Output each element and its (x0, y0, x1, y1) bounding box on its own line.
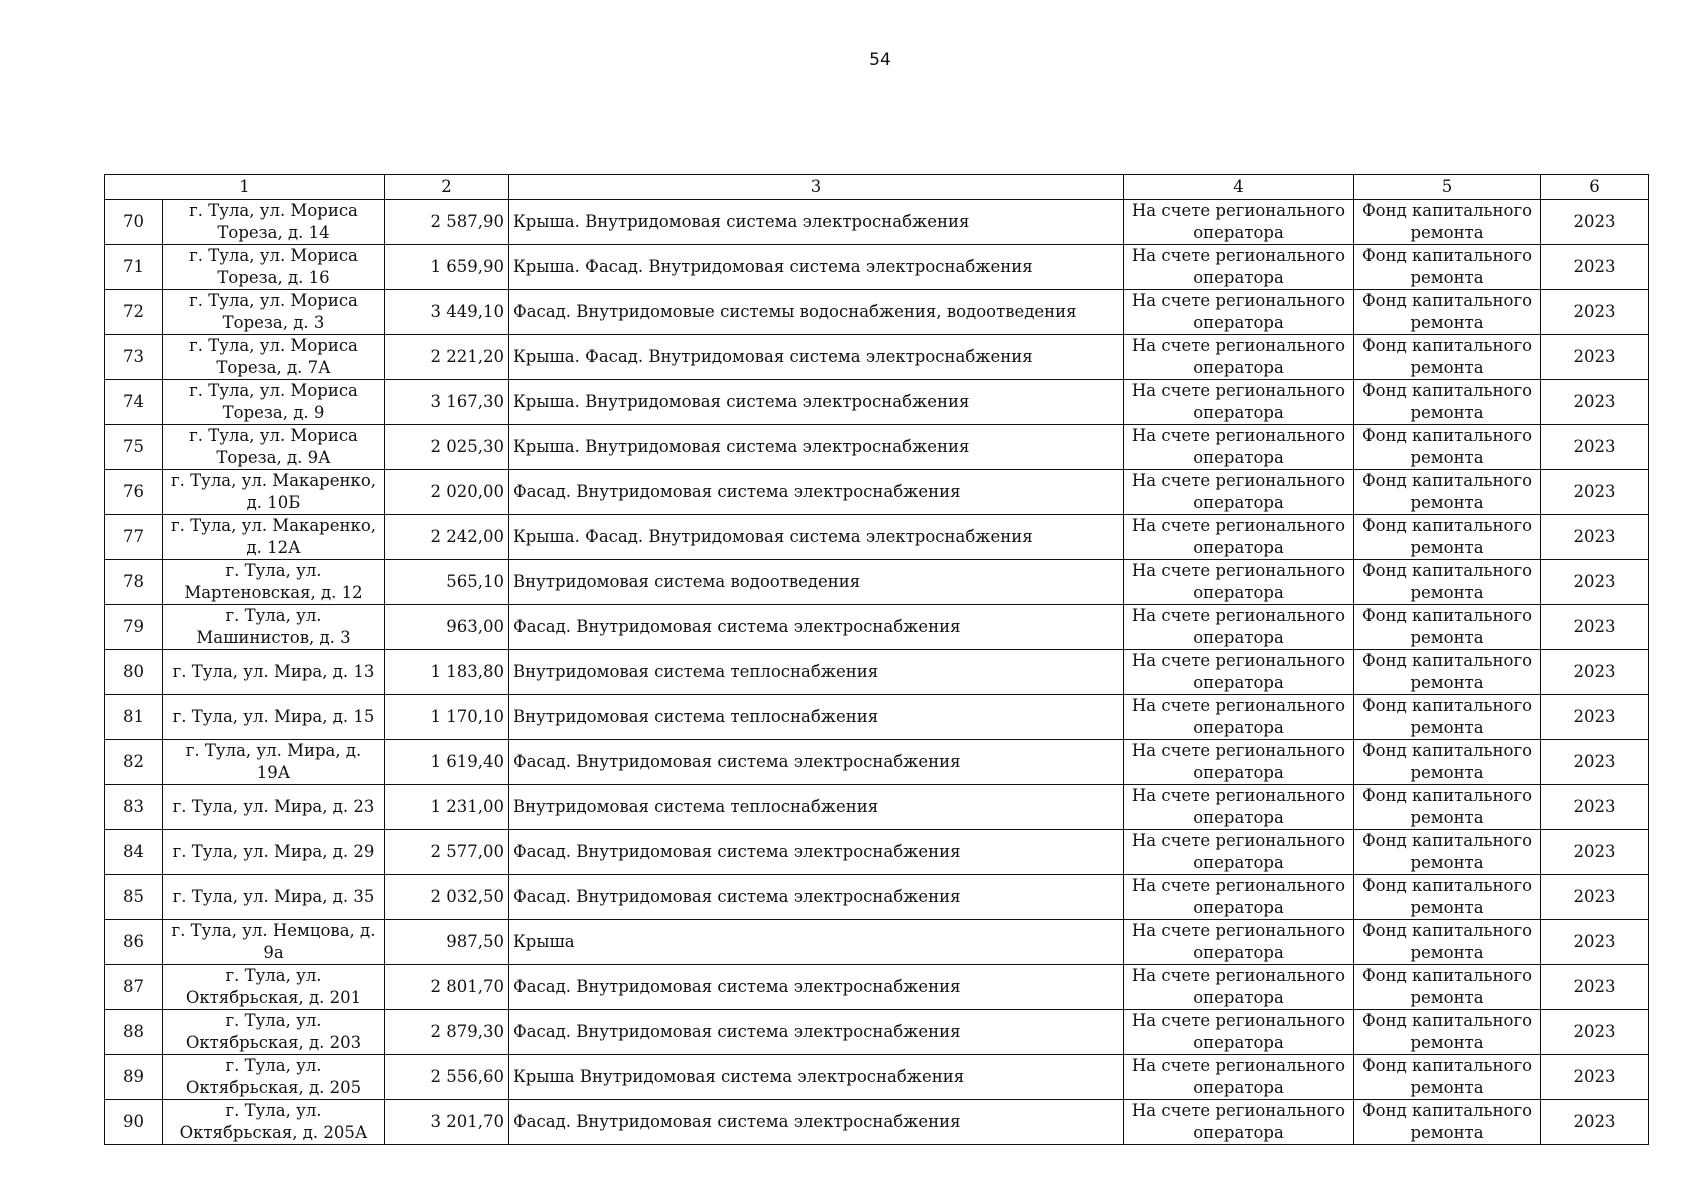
table-row (105, 875, 1649, 920)
address-cell: г. Тула, ул. Мориса Тореза, д. 3 (163, 290, 385, 335)
table-row (105, 785, 1649, 830)
table-row (105, 425, 1649, 470)
year-cell: 2023 (1541, 785, 1649, 830)
year-cell: 2023 (1541, 740, 1649, 785)
account-cell: На счете регионального оператора (1124, 1055, 1354, 1100)
year-cell: 2023 (1541, 965, 1649, 1010)
address-cell: г. Тула, ул. Октябрьская, д. 205А (163, 1100, 385, 1145)
address-cell: г. Тула, ул. Мориса Тореза, д. 9А (163, 425, 385, 470)
row-number: 83 (105, 785, 163, 830)
column-header-4: 4 (1124, 175, 1354, 200)
area-cell: 3 167,30 (385, 380, 509, 425)
row-number: 76 (105, 470, 163, 515)
area-cell: 2 801,70 (385, 965, 509, 1010)
area-cell: 2 242,00 (385, 515, 509, 560)
works-cell: Фасад. Внутридомовая система электроснабжения (509, 875, 1124, 920)
row-number: 89 (105, 1055, 163, 1100)
column-header-2: 2 (385, 175, 509, 200)
works-cell: Фасад. Внутридомовая система электроснабжения (509, 1100, 1124, 1145)
year-cell: 2023 (1541, 335, 1649, 380)
address-cell: г. Тула, ул. Немцова, д. 9а (163, 920, 385, 965)
year-cell: 2023 (1541, 1055, 1649, 1100)
table-row (105, 1100, 1649, 1145)
table-row (105, 380, 1649, 425)
address-cell: г. Тула, ул. Октябрьская, д. 203 (163, 1010, 385, 1055)
row-number: 84 (105, 830, 163, 875)
address-cell: г. Тула, ул. Мира, д. 35 (163, 875, 385, 920)
row-number: 79 (105, 605, 163, 650)
year-cell: 2023 (1541, 200, 1649, 245)
row-number: 74 (105, 380, 163, 425)
account-cell: На счете регионального оператора (1124, 380, 1354, 425)
account-cell: На счете регионального оператора (1124, 1100, 1354, 1145)
table-row (105, 515, 1649, 560)
area-cell: 2 032,50 (385, 875, 509, 920)
works-cell: Фасад. Внутридомовая система электроснабжения (509, 470, 1124, 515)
area-cell: 2 221,20 (385, 335, 509, 380)
address-cell: г. Тула, ул. Мориса Тореза, д. 14 (163, 200, 385, 245)
address-cell: г. Тула, ул. Октябрьская, д. 201 (163, 965, 385, 1010)
funding-source-cell: Фонд капитального ремонта (1354, 650, 1541, 695)
table-row (105, 830, 1649, 875)
account-cell: На счете регионального оператора (1124, 875, 1354, 920)
address-cell: г. Тула, ул. Машинистов, д. 3 (163, 605, 385, 650)
works-cell: Крыша. Фасад. Внутридомовая система электроснабжения (509, 335, 1124, 380)
account-cell: На счете регионального оператора (1124, 605, 1354, 650)
area-cell: 987,50 (385, 920, 509, 965)
address-cell: г. Тула, ул. Мира, д. 15 (163, 695, 385, 740)
funding-source-cell: Фонд капитального ремонта (1354, 965, 1541, 1010)
funding-source-cell: Фонд капитального ремонта (1354, 380, 1541, 425)
funding-source-cell: Фонд капитального ремонта (1354, 470, 1541, 515)
table-row (105, 470, 1649, 515)
table-row (105, 965, 1649, 1010)
address-cell: г. Тула, ул. Макаренко, д. 12А (163, 515, 385, 560)
works-cell: Крыша (509, 920, 1124, 965)
year-cell: 2023 (1541, 1100, 1649, 1145)
funding-source-cell: Фонд капитального ремонта (1354, 830, 1541, 875)
works-cell: Фасад. Внутридомовая система электроснабжения (509, 605, 1124, 650)
account-cell: На счете регионального оператора (1124, 200, 1354, 245)
row-number: 80 (105, 650, 163, 695)
account-cell: На счете регионального оператора (1124, 245, 1354, 290)
row-number: 71 (105, 245, 163, 290)
works-cell: Внутридомовая система теплоснабжения (509, 650, 1124, 695)
year-cell: 2023 (1541, 920, 1649, 965)
row-number: 90 (105, 1100, 163, 1145)
column-header-3: 3 (509, 175, 1124, 200)
funding-source-cell: Фонд капитального ремонта (1354, 1100, 1541, 1145)
row-number: 70 (105, 200, 163, 245)
page-number: 54 (869, 50, 891, 70)
year-cell: 2023 (1541, 650, 1649, 695)
area-cell: 2 879,30 (385, 1010, 509, 1055)
account-cell: На счете регионального оператора (1124, 830, 1354, 875)
row-number: 72 (105, 290, 163, 335)
column-header-5: 5 (1354, 175, 1541, 200)
account-cell: На счете регионального оператора (1124, 740, 1354, 785)
works-cell: Фасад. Внутридомовая система электроснабжения (509, 830, 1124, 875)
column-header-6: 6 (1541, 175, 1649, 200)
year-cell: 2023 (1541, 515, 1649, 560)
table-row (105, 605, 1649, 650)
works-cell: Крыша. Внутридомовая система электроснабжения (509, 380, 1124, 425)
column-number-row (105, 175, 1649, 200)
row-number: 75 (105, 425, 163, 470)
area-cell: 2 556,60 (385, 1055, 509, 1100)
area-cell: 565,10 (385, 560, 509, 605)
account-cell: На счете регионального оператора (1124, 560, 1354, 605)
table-row (105, 650, 1649, 695)
funding-source-cell: Фонд капитального ремонта (1354, 290, 1541, 335)
table-row (105, 1010, 1649, 1055)
funding-source-cell: Фонд капитального ремонта (1354, 605, 1541, 650)
year-cell: 2023 (1541, 245, 1649, 290)
table-row (105, 1055, 1649, 1100)
year-cell: 2023 (1541, 875, 1649, 920)
funding-source-cell: Фонд капитального ремонта (1354, 515, 1541, 560)
address-cell: г. Тула, ул. Мира, д. 29 (163, 830, 385, 875)
account-cell: На счете регионального оператора (1124, 425, 1354, 470)
works-cell: Крыша Внутридомовая система электроснабжения (509, 1055, 1124, 1100)
works-cell: Крыша. Внутридомовая система электроснабжения (509, 200, 1124, 245)
works-cell: Крыша. Фасад. Внутридомовая система электроснабжения (509, 245, 1124, 290)
works-cell: Фасад. Внутридомовая система электроснабжения (509, 1010, 1124, 1055)
area-cell: 2 577,00 (385, 830, 509, 875)
area-cell: 1 170,10 (385, 695, 509, 740)
table-row (105, 245, 1649, 290)
account-cell: На счете регионального оператора (1124, 1010, 1354, 1055)
row-number: 82 (105, 740, 163, 785)
address-cell: г. Тула, ул. Мориса Тореза, д. 16 (163, 245, 385, 290)
funding-source-cell: Фонд капитального ремонта (1354, 740, 1541, 785)
area-cell: 2 020,00 (385, 470, 509, 515)
works-cell: Крыша. Фасад. Внутридомовая система электроснабжения (509, 515, 1124, 560)
funding-source-cell: Фонд капитального ремонта (1354, 425, 1541, 470)
row-number: 77 (105, 515, 163, 560)
address-cell: г. Тула, ул. Мартеновская, д. 12 (163, 560, 385, 605)
works-cell: Внутридомовая система теплоснабжения (509, 785, 1124, 830)
funding-source-cell: Фонд капитального ремонта (1354, 875, 1541, 920)
address-cell: г. Тула, ул. Мира, д. 23 (163, 785, 385, 830)
funding-source-cell: Фонд капитального ремонта (1354, 785, 1541, 830)
year-cell: 2023 (1541, 425, 1649, 470)
works-cell: Фасад. Внутридомовая система электроснабжения (509, 965, 1124, 1010)
row-number: 78 (105, 560, 163, 605)
area-cell: 2 587,90 (385, 200, 509, 245)
address-cell: г. Тула, ул. Мира, д. 19А (163, 740, 385, 785)
address-cell: г. Тула, ул. Мориса Тореза, д. 7А (163, 335, 385, 380)
account-cell: На счете регионального оператора (1124, 920, 1354, 965)
area-cell: 3 201,70 (385, 1100, 509, 1145)
table-row (105, 695, 1649, 740)
funding-source-cell: Фонд капитального ремонта (1354, 335, 1541, 380)
row-number: 88 (105, 1010, 163, 1055)
year-cell: 2023 (1541, 380, 1649, 425)
address-cell: г. Тула, ул. Макаренко, д. 10Б (163, 470, 385, 515)
area-cell: 1 619,40 (385, 740, 509, 785)
works-cell: Внутридомовая система водоотведения (509, 560, 1124, 605)
year-cell: 2023 (1541, 605, 1649, 650)
works-cell: Крыша. Внутридомовая система электроснабжения (509, 425, 1124, 470)
year-cell: 2023 (1541, 290, 1649, 335)
table-row (105, 290, 1649, 335)
funding-source-cell: Фонд капитального ремонта (1354, 1055, 1541, 1100)
row-number: 87 (105, 965, 163, 1010)
table-row (105, 920, 1649, 965)
table-row (105, 200, 1649, 245)
address-cell: г. Тула, ул. Октябрьская, д. 205 (163, 1055, 385, 1100)
funding-source-cell: Фонд капитального ремонта (1354, 245, 1541, 290)
year-cell: 2023 (1541, 695, 1649, 740)
account-cell: На счете регионального оператора (1124, 515, 1354, 560)
table-body (105, 200, 1649, 1145)
account-cell: На счете регионального оператора (1124, 965, 1354, 1010)
column-header-1: 1 (105, 175, 385, 200)
area-cell: 2 025,30 (385, 425, 509, 470)
works-cell: Фасад. Внутридомовая система электроснабжения (509, 740, 1124, 785)
year-cell: 2023 (1541, 830, 1649, 875)
account-cell: На счете регионального оператора (1124, 290, 1354, 335)
account-cell: На счете регионального оператора (1124, 695, 1354, 740)
row-number: 85 (105, 875, 163, 920)
funding-source-cell: Фонд капитального ремонта (1354, 695, 1541, 740)
funding-source-cell: Фонд капитального ремонта (1354, 920, 1541, 965)
row-number: 73 (105, 335, 163, 380)
table-row (105, 740, 1649, 785)
address-cell: г. Тула, ул. Мира, д. 13 (163, 650, 385, 695)
row-number: 81 (105, 695, 163, 740)
row-number: 86 (105, 920, 163, 965)
account-cell: На счете регионального оператора (1124, 470, 1354, 515)
table-row (105, 560, 1649, 605)
account-cell: На счете регионального оператора (1124, 335, 1354, 380)
area-cell: 3 449,10 (385, 290, 509, 335)
area-cell: 963,00 (385, 605, 509, 650)
table-row (105, 335, 1649, 380)
works-cell: Внутридомовая система теплоснабжения (509, 695, 1124, 740)
works-cell: Фасад. Внутридомовые системы водоснабжения, водоотведения (509, 290, 1124, 335)
year-cell: 2023 (1541, 1010, 1649, 1055)
funding-source-cell: Фонд капитального ремонта (1354, 1010, 1541, 1055)
year-cell: 2023 (1541, 560, 1649, 605)
account-cell: На счете регионального оператора (1124, 650, 1354, 695)
year-cell: 2023 (1541, 470, 1649, 515)
area-cell: 1 183,80 (385, 650, 509, 695)
repair-schedule-table (104, 174, 1649, 1145)
funding-source-cell: Фонд капитального ремонта (1354, 560, 1541, 605)
area-cell: 1 659,90 (385, 245, 509, 290)
address-cell: г. Тула, ул. Мориса Тореза, д. 9 (163, 380, 385, 425)
account-cell: На счете регионального оператора (1124, 785, 1354, 830)
area-cell: 1 231,00 (385, 785, 509, 830)
funding-source-cell: Фонд капитального ремонта (1354, 200, 1541, 245)
